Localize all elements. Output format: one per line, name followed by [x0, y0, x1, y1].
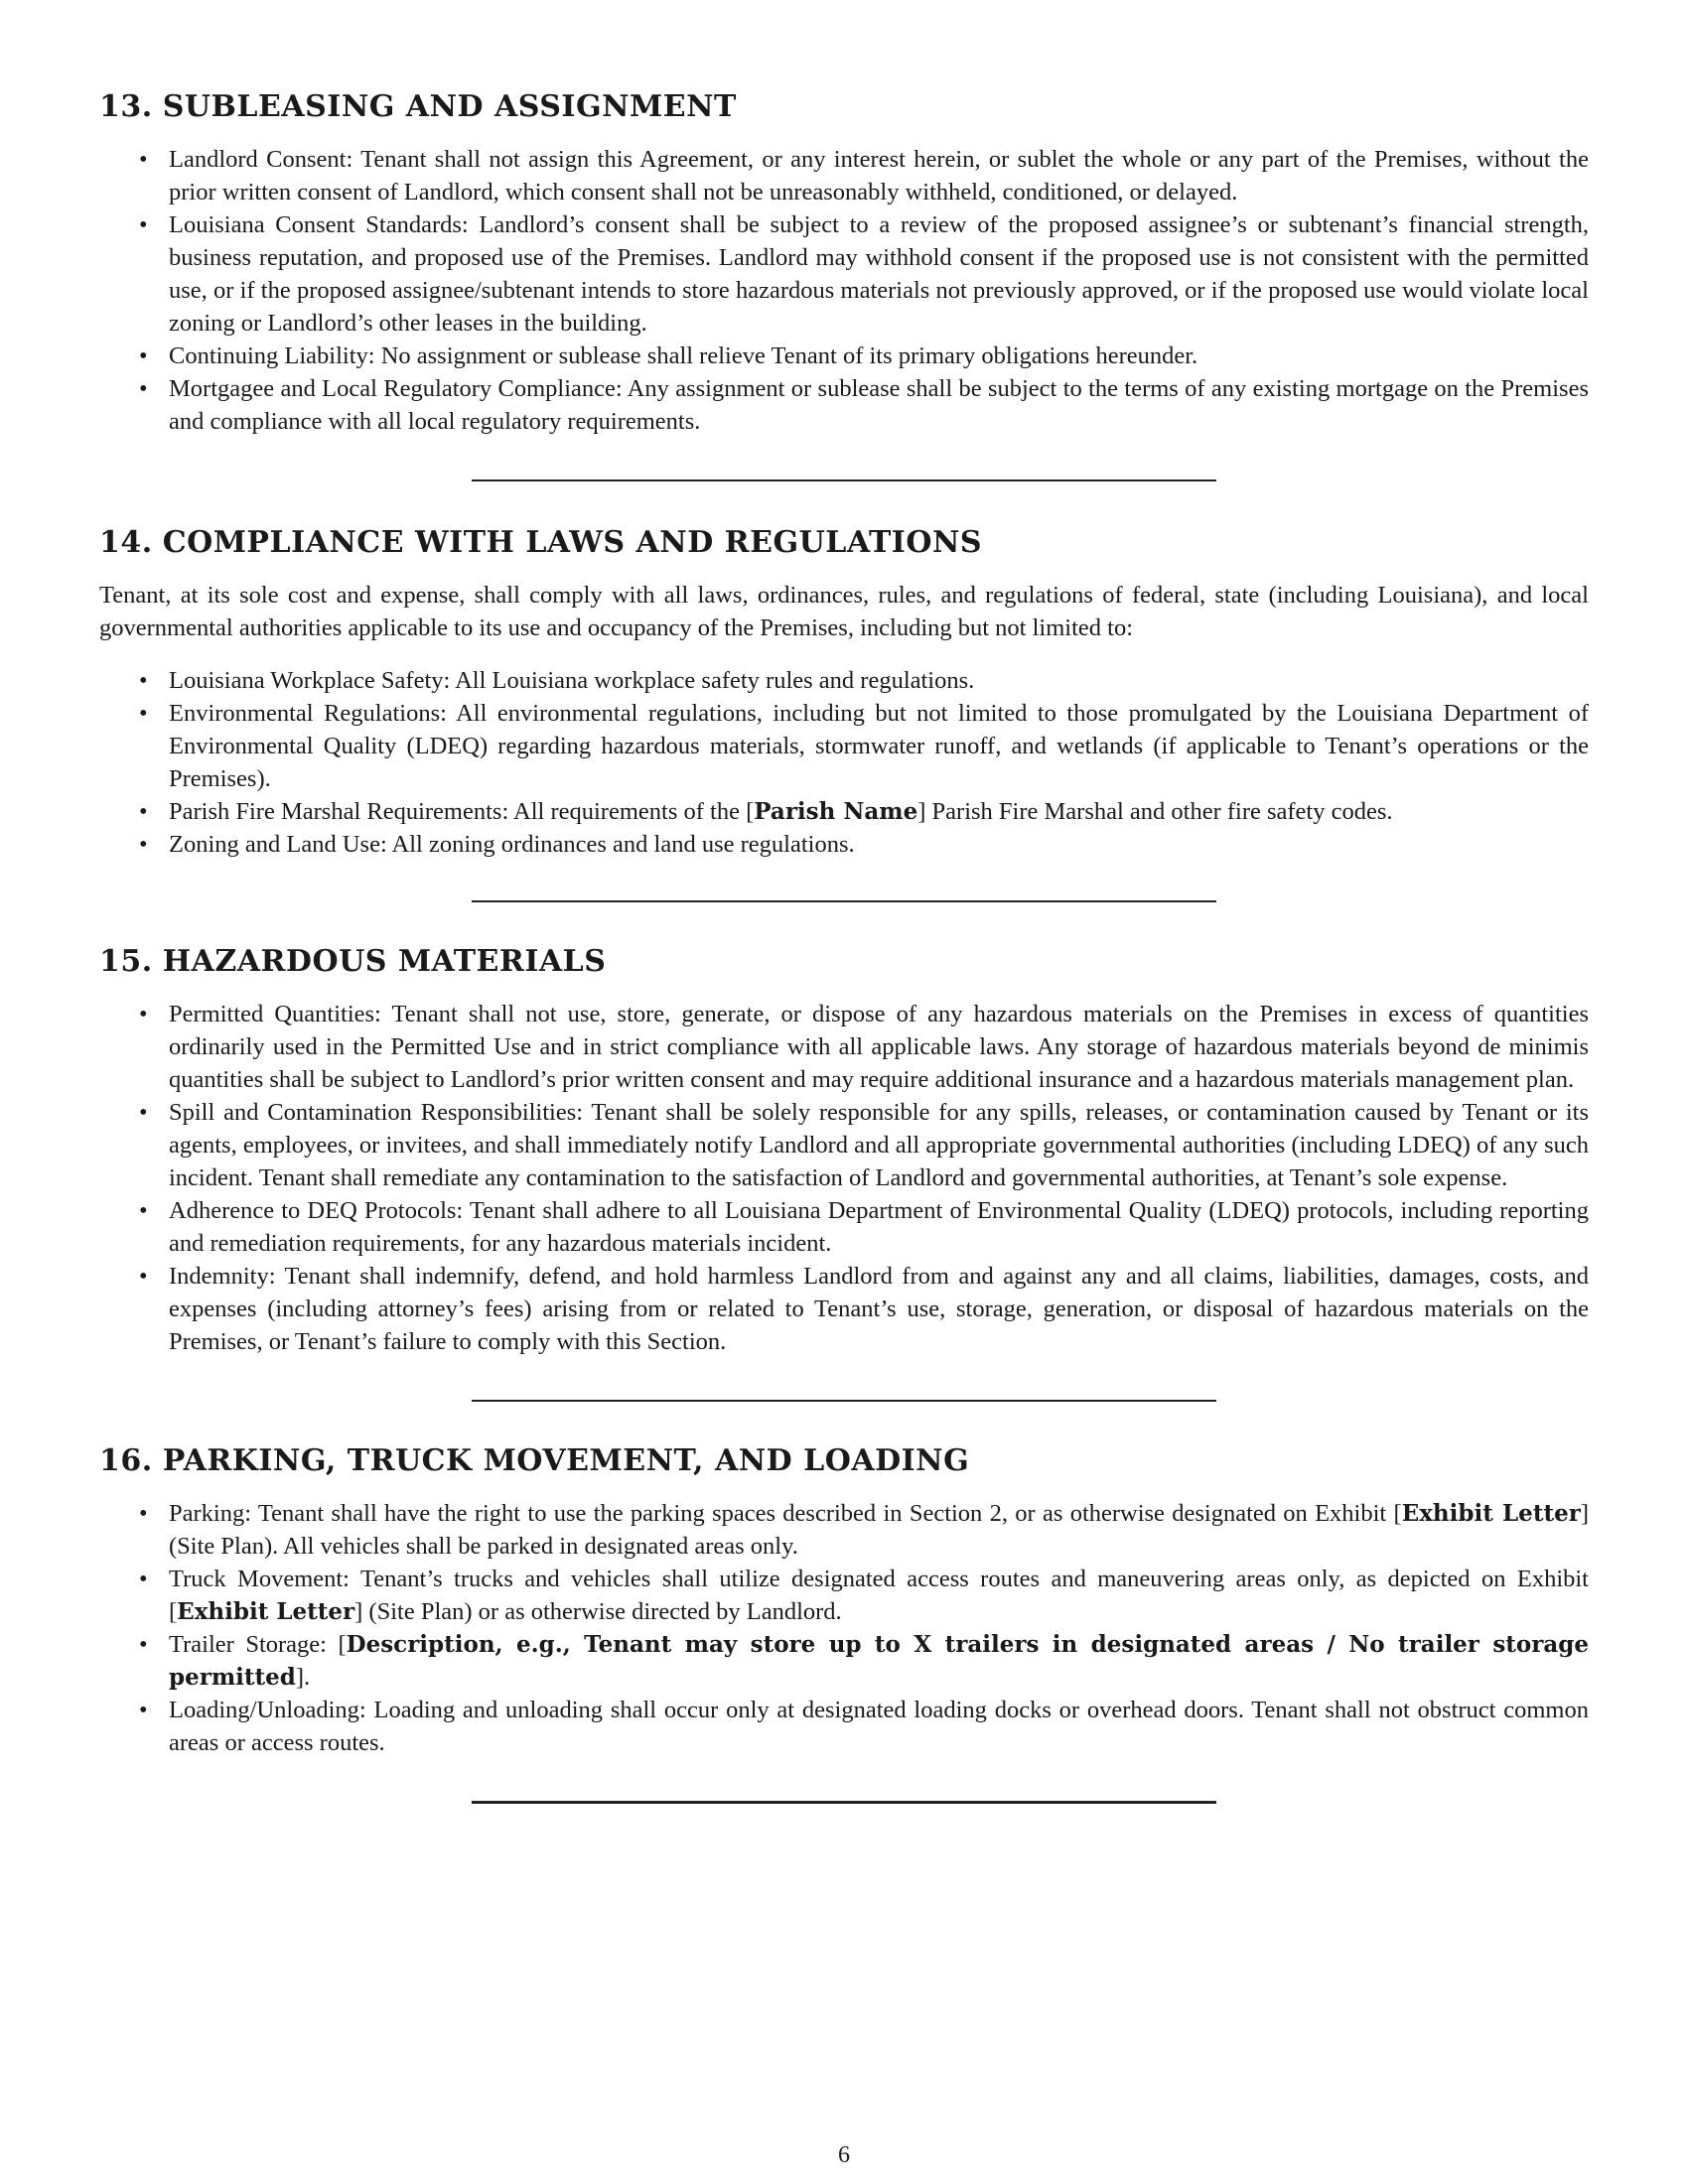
list-item: • Parking: Tenant shall have the right to use the parking spaces described in Section 2, or as otherwise designated on Exhibit [Exhibit Letter] (Site Plan). All vehicles shall be parked in designated areas only. [139, 1500, 1589, 1560]
list-item: • Landlord Consent: Tenant shall not assign this Agreement, or any interest herein, or sublet the whole or any part of the Premises, without the prior written consent of Landlord, which consent shall not be unreasonably withheld, conditioned, or delayed. [139, 146, 1589, 205]
list-item: • Environmental Regulations: All environmental regulations, including but not limited to those promulgated by the Louisiana Department of Environmental Quality (LDEQ) regarding hazardous materials, stormwater runoff, and wetlands (if applicable to Tenant’s operations or the Premises). [139, 700, 1589, 792]
section-heading: 15. HAZARDOUS MATERIALS [99, 944, 607, 979]
section-heading: 14. COMPLIANCE WITH LAWS AND REGULATIONS [99, 525, 983, 560]
section-14 [99, 523, 1589, 902]
section-divider [472, 1801, 1216, 1804]
section-divider [472, 900, 1216, 902]
placeholder-field: Description, e.g., Tenant may store up to X trailers in designated areas / No trailer storage permitted [169, 1631, 1589, 1691]
section-title: PARKING, TRUCK MOVEMENT, AND LOADING [162, 1443, 970, 1478]
list-item: • Mortgagee and Local Regulatory Compliance: Any assignment or sublease shall be subject to the terms of any existing mortgage on the Premises and compliance with all local regulatory requirements. [139, 375, 1589, 435]
placeholder-field: Parish Name [754, 798, 918, 825]
section-13 [99, 87, 1589, 481]
list-item: • Louisiana Consent Standards: Landlord’s consent shall be subject to a review of the proposed assignee’s or subtenant’s financial strength, business reputation, and proposed use of the Premises. Landlord may withhold consent if the proposed use is not consistent with the permitted use, or if the proposed assignee/subtenant intends to store hazardous materials not previously approved, or if the proposed use would violate local zoning or Landlord’s other leases in the building. [139, 211, 1589, 337]
section-title: HAZARDOUS MATERIALS [162, 944, 607, 979]
bullet-list [99, 143, 1589, 438]
bullet-list [99, 1497, 1589, 1759]
list-item: • Continuing Liability: No assignment or sublease shall relieve Tenant of its primary obligations hereunder. [139, 342, 1198, 369]
section-title: COMPLIANCE WITH LAWS AND REGULATIONS [162, 525, 983, 560]
list-item: • Trailer Storage: [Description, e.g., Tenant may store up to X trailers in designated areas / No trailer storage permitted]. [139, 1631, 1589, 1691]
section-title: SUBLEASING AND ASSIGNMENT [162, 89, 737, 124]
document-page [99, 87, 1589, 1804]
list-item: • Truck Movement: Tenant’s trucks and vehicles shall utilize designated access routes and maneuvering areas only, as depicted on Exhibit [Exhibit Letter] (Site Plan) or as otherwise directed by Landlord. [139, 1566, 1589, 1625]
placeholder-field: Exhibit Letter [1401, 1500, 1581, 1527]
list-item: • Adherence to DEQ Protocols: Tenant shall adhere to all Louisiana Department of Environmental Quality (LDEQ) protocols, including reporting and remediation requirements, for any hazardous materials incident. [139, 1197, 1589, 1257]
section-heading: 13. SUBLEASING AND ASSIGNMENT [99, 89, 737, 124]
placeholder-field: Exhibit Letter [177, 1598, 355, 1625]
section-intro: Tenant, at its sole cost and expense, shall comply with all laws, ordinances, rules, and regulations of federal, state (including Louisiana), and local governmental authorities applicable to its use and occupancy of the Premises, including but not limited to: [99, 582, 1589, 641]
list-item: • Louisiana Workplace Safety: All Louisiana workplace safety rules and regulations. [139, 667, 975, 694]
section-divider [472, 1400, 1216, 1402]
section-15 [99, 942, 1589, 1402]
list-item: • Loading/Unloading: Loading and unloading shall occur only at designated loading docks or overhead doors. Tenant shall not obstruct common areas or access routes. [139, 1697, 1589, 1756]
bullet-list [99, 998, 1589, 1358]
list-item: • Parish Fire Marshal Requirements: All requirements of the [Parish Name] Parish Fire Marshal and other fire safety codes. [139, 798, 1393, 825]
section-heading: 16. PARKING, TRUCK MOVEMENT, AND LOADING [99, 1443, 970, 1478]
bullet-list [99, 664, 1589, 861]
list-item: • Permitted Quantities: Tenant shall not use, store, generate, or dispose of any hazardous materials on the Premises in excess of quantities ordinarily used in the Permitted Use and in strict compliance with all applicable laws. Any storage of hazardous materials beyond de minimis quantities shall be subject to Landlord’s prior written consent and may require additional insurance and a hazardous materials management plan. [139, 1001, 1589, 1093]
list-item: • Zoning and Land Use: All zoning ordinances and land use regulations. [139, 831, 855, 858]
list-item: • Spill and Contamination Responsibilities: Tenant shall be solely responsible for any spills, releases, or contamination caused by Tenant or its agents, employees, or invitees, and shall immediately notify Landlord and all appropriate governmental authorities (including LDEQ) of any such incident. Tenant shall remediate any contamination to the satisfaction of Landlord and governmental authorities, at Tenant’s sole expense. [139, 1099, 1589, 1191]
list-item: • Indemnity: Tenant shall indemnify, defend, and hold harmless Landlord from and against any and all claims, liabilities, damages, costs, and expenses (including attorney’s fees) arising from or related to Tenant’s use, storage, generation, or disposal of hazardous materials on the Premises, or Tenant’s failure to comply with this Section. [139, 1263, 1589, 1355]
section-divider [472, 479, 1216, 481]
section-16 [99, 1441, 1589, 1804]
page-number: 6 [838, 2142, 850, 2168]
